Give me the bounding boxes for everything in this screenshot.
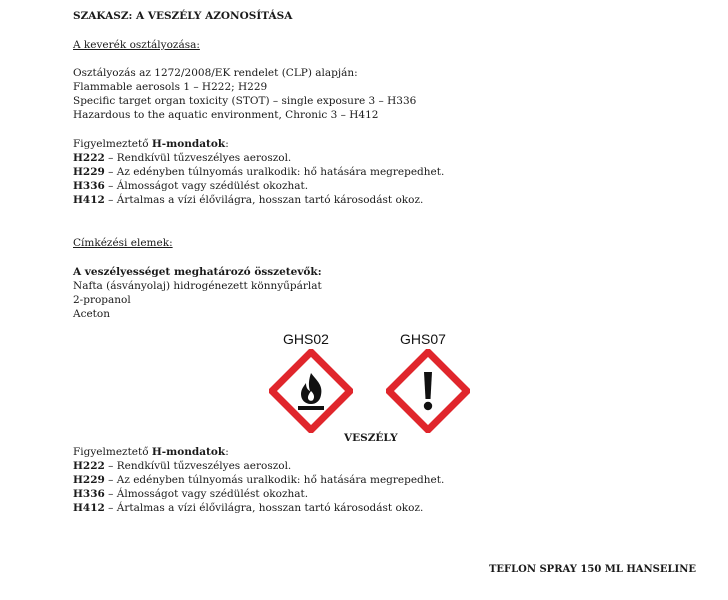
heading-bold: H-mondatok: [151, 138, 226, 150]
h-text: – Rendkívül tűzveszélyes aeroszol.: [104, 152, 292, 164]
h-code: H412: [73, 502, 105, 514]
classification-line: Specific target organ toxicity (STOT) – single exposure 3 – H336: [73, 95, 417, 107]
labeling-title: Címkézési elemek:: [73, 237, 173, 249]
exclamation-icon: [386, 349, 470, 433]
classification-line: Hazardous to the aquatic environment, Chronic 3 – H412: [73, 109, 379, 121]
h-code: H222: [73, 152, 105, 164]
h-statements-heading: [73, 446, 229, 460]
component-item: Nafta (ásványolaj) hidrogénezett könnyűpárlat: [73, 280, 322, 292]
signal-word: VESZÉLY: [344, 432, 398, 444]
h-statement: [73, 474, 444, 488]
h-text: – Ártalmas a vízi élővilágra, hosszan tartó károsodást okoz.: [104, 194, 424, 206]
h-code: H336: [73, 488, 105, 500]
h-text: – Ártalmas a vízi élővilágra, hosszan tartó károsodást okoz.: [104, 502, 424, 514]
h-code: H229: [73, 166, 105, 178]
h-text: – Álmosságot vagy szédülést okozhat.: [104, 180, 309, 192]
components-title: A veszélyességet meghatározó összetevők:: [73, 266, 322, 278]
h-code: H222: [73, 460, 105, 472]
heading-bold: H-mondatok: [151, 446, 226, 458]
h-statement: [73, 194, 423, 208]
h-code: H336: [73, 180, 105, 192]
h-code: H412: [73, 194, 105, 206]
component-item: Aceton: [73, 308, 110, 320]
h-text: – Az edényben túlnyomás uralkodik: hő hatására megrepedhet.: [104, 166, 445, 178]
heading-suffix: :: [225, 138, 229, 150]
h-text: – Az edényben túlnyomás uralkodik: hő hatására megrepedhet.: [104, 474, 445, 486]
section-title: SZAKASZ: A VESZÉLY AZONOSÍTÁSA: [73, 10, 293, 22]
h-statement: [73, 180, 308, 194]
classification-line: Osztályozás az 1272/2008/EK rendelet (CLP) alapján:: [73, 67, 358, 79]
pictogram-label: GHS07: [400, 331, 446, 347]
sds-page: [73, 0, 713, 600]
pictogram-label: GHS02: [283, 331, 329, 347]
heading-prefix: Figyelmeztető: [73, 138, 152, 150]
h-statement: [73, 488, 308, 502]
classification-subtitle: A keverék osztályozása:: [73, 39, 200, 51]
h-statement: [73, 502, 423, 516]
document-footer: TEFLON SPRAY 150 ML HANSELINE: [488, 564, 696, 575]
h-text: – Álmosságot vagy szédülést okozhat.: [104, 488, 309, 500]
classification-line: Flammable aerosols 1 – H222; H229: [73, 81, 268, 93]
h-statement: [73, 152, 291, 166]
heading-suffix: :: [225, 446, 229, 458]
h-statements-heading: [73, 138, 229, 152]
h-statement: [73, 166, 444, 180]
h-code: H229: [73, 474, 105, 486]
h-text: – Rendkívül tűzveszélyes aeroszol.: [104, 460, 292, 472]
heading-prefix: Figyelmeztető: [73, 446, 152, 458]
h-statement: [73, 460, 291, 474]
flame-icon: [269, 349, 353, 433]
component-item: 2-propanol: [73, 294, 131, 306]
